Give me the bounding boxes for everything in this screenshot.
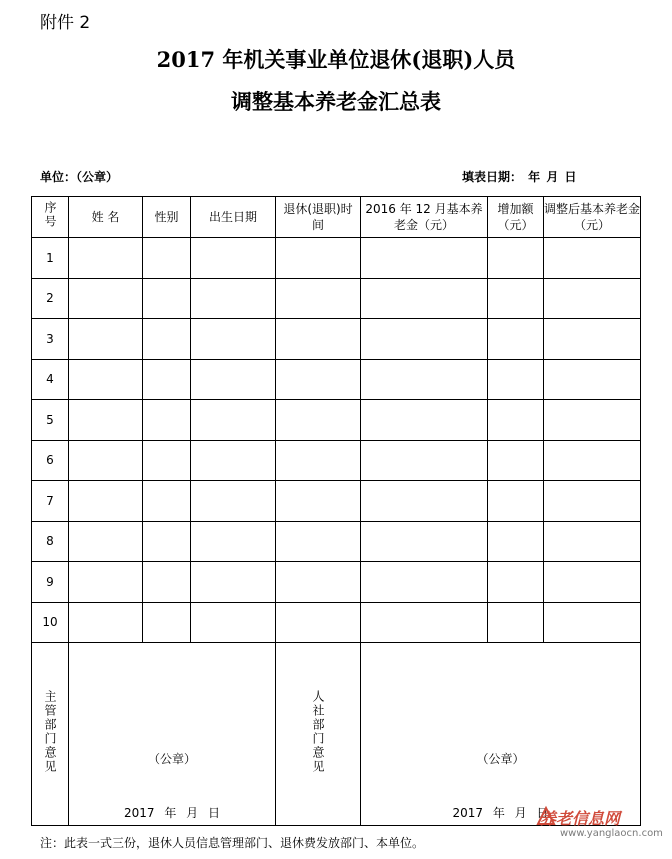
supervisor-seal-label: （公章） [147,752,196,766]
cell-gender[interactable] [143,238,191,279]
cell-birth[interactable] [191,481,276,522]
row-number: 8 [32,521,69,562]
cell-gender[interactable] [143,521,191,562]
cell-adjusted[interactable] [544,602,641,643]
cell-increase[interactable] [488,278,544,319]
cell-birth[interactable] [191,278,276,319]
cell-increase[interactable] [488,521,544,562]
footnote: 注：此表一式三份，退休人员信息管理部门、退休费发放部门、本单位。 [40,836,425,850]
hr-date: 2017 年 月 日 [452,806,549,820]
cell-gender[interactable] [143,400,191,441]
cell-gender[interactable] [143,602,191,643]
row-number: 4 [32,359,69,400]
cell-name[interactable] [69,278,143,319]
cell-gender[interactable] [143,359,191,400]
header-gender: 性别 [143,197,191,238]
header-adjusted-pension: 调整后基本养老金（元） [544,197,641,238]
header-pension-2016: 2016 年 12 月基本养老金（元） [361,197,488,238]
cell-birth[interactable] [191,521,276,562]
hr-opinion-area[interactable] [361,643,641,826]
cell-pension[interactable] [361,319,488,360]
title-line-2: 调整基本养老金汇总表 [231,89,441,114]
table-row [32,359,641,400]
cell-retire[interactable] [276,359,361,400]
header-birth-date: 出生日期 [191,197,276,238]
hr-opinion-label: 人社部门意见 [311,690,325,774]
cell-gender[interactable] [143,481,191,522]
cell-retire[interactable] [276,238,361,279]
table-row [32,602,641,643]
supervisor-date: 2017 年 月 日 [124,806,220,820]
row-number: 2 [32,278,69,319]
hr-label-cell [276,643,361,826]
cell-name[interactable] [69,359,143,400]
cell-pension[interactable] [361,440,488,481]
header-retire-time: 退休(退职)时 间 [276,197,361,238]
cell-name[interactable] [69,521,143,562]
table-row [32,400,641,441]
cell-birth[interactable] [191,400,276,441]
cell-birth[interactable] [191,562,276,603]
cell-increase[interactable] [488,602,544,643]
table-row [32,440,641,481]
supervisor-label-cell [32,643,69,826]
row-number: 7 [32,481,69,522]
cell-birth[interactable] [191,238,276,279]
cell-adjusted[interactable] [544,440,641,481]
cell-increase[interactable] [488,359,544,400]
cell-increase[interactable] [488,238,544,279]
cell-name[interactable] [69,440,143,481]
supervisor-opinion-area[interactable] [69,643,276,826]
cell-birth[interactable] [191,440,276,481]
row-number: 10 [32,602,69,643]
table-row [32,319,641,360]
cell-pension[interactable] [361,602,488,643]
cell-adjusted[interactable] [544,400,641,441]
cell-birth[interactable] [191,319,276,360]
cell-retire[interactable] [276,602,361,643]
fill-date-label: 填表日期： 年 月 日 [462,170,577,184]
table-header-row [32,197,641,238]
cell-name[interactable] [69,319,143,360]
cell-pension[interactable] [361,562,488,603]
unit-label: 单位：（公章） [40,170,119,184]
cell-pension[interactable] [361,400,488,441]
cell-retire[interactable] [276,562,361,603]
cell-retire[interactable] [276,481,361,522]
cell-name[interactable] [69,481,143,522]
row-number: 9 [32,562,69,603]
cell-increase[interactable] [488,400,544,441]
hr-seal-label: （公章） [476,752,525,766]
cell-adjusted[interactable] [544,359,641,400]
cell-name[interactable] [69,400,143,441]
supervisor-opinion-label: 主管部门意见 [43,690,57,774]
cell-retire[interactable] [276,440,361,481]
attachment-label: 附件 2 [40,13,91,33]
cell-retire[interactable] [276,319,361,360]
cell-pension[interactable] [361,278,488,319]
cell-adjusted[interactable] [544,521,641,562]
header-name: 姓 名 [69,197,143,238]
cell-adjusted[interactable] [544,278,641,319]
cell-increase[interactable] [488,319,544,360]
table-row [32,521,641,562]
row-number: 1 [32,238,69,279]
table-row [32,562,641,603]
cell-birth[interactable] [191,602,276,643]
cell-gender[interactable] [143,319,191,360]
table-row [32,278,641,319]
cell-gender[interactable] [143,278,191,319]
title-line-1: 2017 年机关事业单位退休(退职)人员 [156,47,516,72]
cell-pension[interactable] [361,238,488,279]
cell-retire[interactable] [276,521,361,562]
row-number: 6 [32,440,69,481]
row-number: 3 [32,319,69,360]
row-number: 5 [32,400,69,441]
cell-gender[interactable] [143,562,191,603]
cell-name[interactable] [69,602,143,643]
cell-adjusted[interactable] [544,319,641,360]
cell-increase[interactable] [488,481,544,522]
table-row [32,238,641,279]
cell-retire[interactable] [276,400,361,441]
cell-birth[interactable] [191,359,276,400]
cell-adjusted[interactable] [544,238,641,279]
table-row [32,481,641,522]
header-seq: 序号 [32,197,69,238]
cell-retire[interactable] [276,278,361,319]
cell-increase[interactable] [488,562,544,603]
cell-pension[interactable] [361,481,488,522]
cell-pension[interactable] [361,359,488,400]
cell-name[interactable] [69,238,143,279]
header-increase: 增加额（元） [488,197,544,238]
cell-gender[interactable] [143,440,191,481]
cell-adjusted[interactable] [544,481,641,522]
signoff-row [32,643,641,826]
cell-adjusted[interactable] [544,562,641,603]
watermark-text: 养老信息网 [540,809,621,828]
cell-increase[interactable] [488,440,544,481]
cell-name[interactable] [69,562,143,603]
cell-pension[interactable] [361,521,488,562]
watermark-url: www.yanglaocn.com [560,828,663,839]
summary-table [31,196,641,826]
